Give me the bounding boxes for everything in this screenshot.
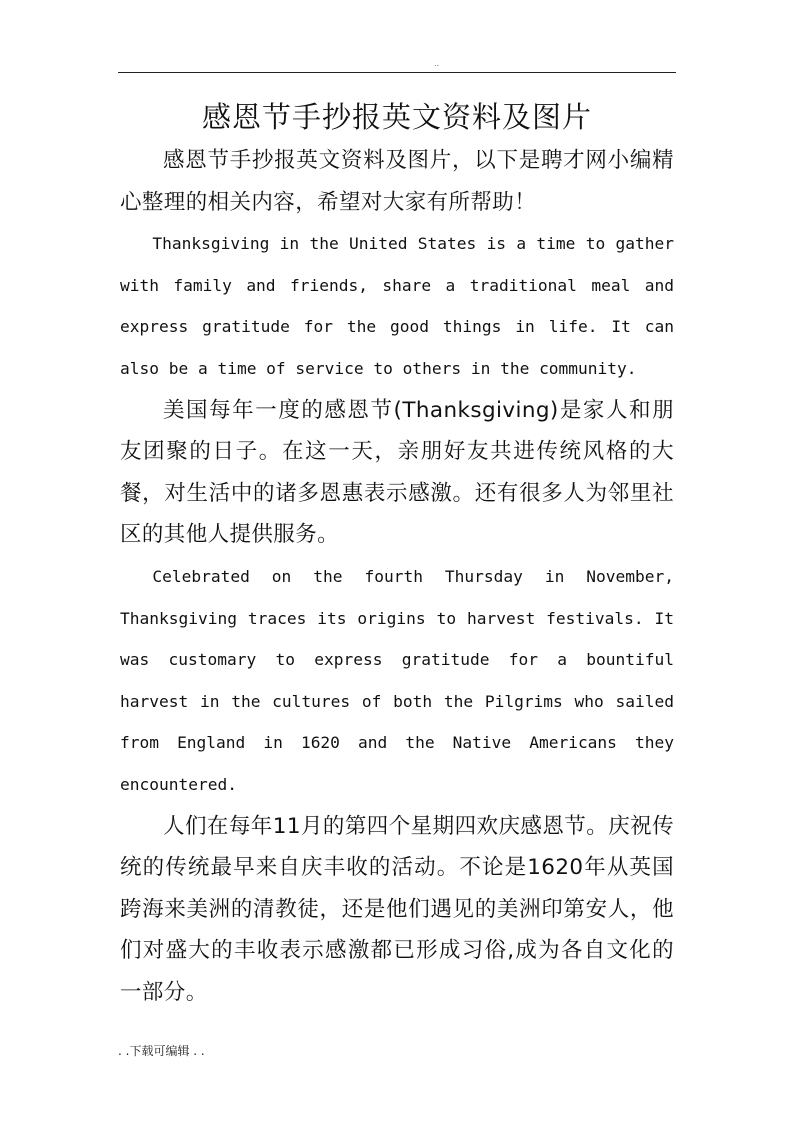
- header-divider: [118, 72, 676, 73]
- english-paragraph-2: Celebrated on the fourth Thursday in November, Thanksgiving traces its origins to harvest festivals. It was customary to express gratitude for a bountiful harvest in the cultures of both the Pilgrims who sailed from England in 1620 and the Native Americans they encountered.: [120, 566, 674, 794]
- chinese-paragraph-1: 美国每年一度的感恩节(Thanksgiving)是家人和朋友团聚的日子。在这一天，亲朋好友共进传统风格的大餐，对生活中的诸多恩惠表示感激。还有很多人为邻里社区的其他人提供服务。: [120, 397, 674, 548]
- chinese-paragraph-2: 人们在每年11月的第四个星期四欢庆感恩节。庆祝传统的传统最早来自庆丰收的活动。不论是1620年从英国跨海来美洲的清教徒，还是他们遇见的美洲印第安人，他们对盛大的丰收表示感激都已形成习俗,成为各自文化的一部分。: [120, 813, 674, 1005]
- document-body: [120, 140, 674, 1013]
- footer-note: . .下载可编辑 . .: [118, 1044, 205, 1058]
- document-title: 感恩节手抄报英文资料及图片: [201, 100, 592, 134]
- intro-paragraph: 感恩节手抄报英文资料及图片，以下是聘才网小编精心整理的相关内容，希望对大家有所帮助！: [120, 148, 674, 215]
- header-marker: ..: [434, 59, 440, 68]
- english-paragraph-1: Thanksgiving in the United States is a time to gather with family and friends, share a traditional meal and express gratitude for the good things in life. It can also be a time of service to others in the community.: [120, 234, 674, 378]
